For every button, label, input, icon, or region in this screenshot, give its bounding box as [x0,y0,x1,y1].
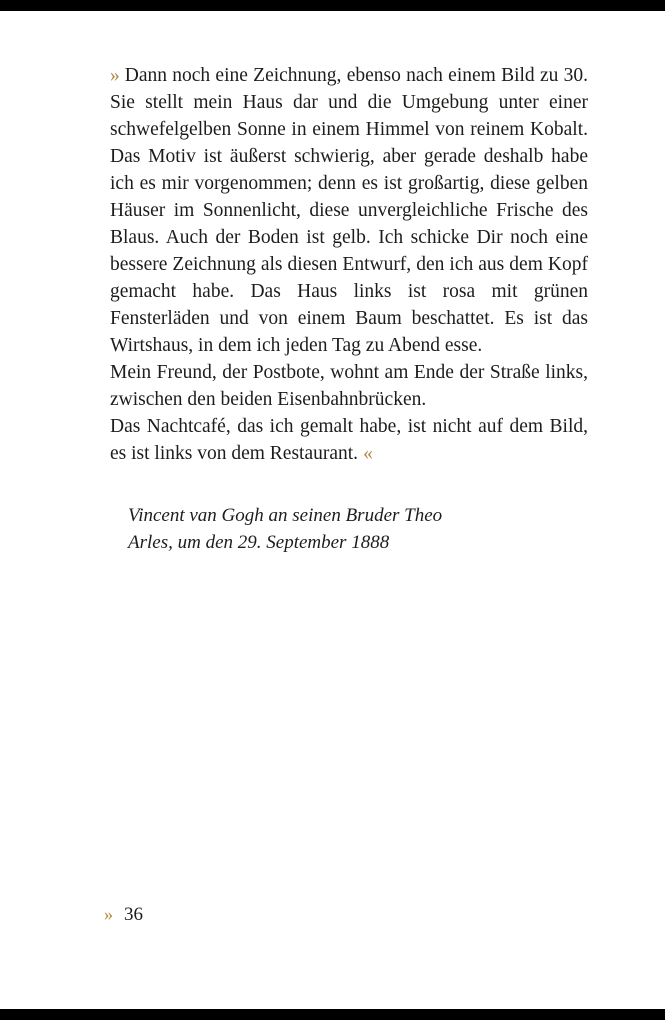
attribution-author-line: Vincent van Gogh an seinen Bruder Theo [128,505,443,526]
page-footer [104,902,143,927]
quote-text-block [110,62,588,467]
bottom-edge-bar [0,1009,665,1020]
quote-paragraph-2: Mein Freund, der Postbote, wohnt am Ende der Straße links, zwischen den beiden Eisenbahnbrücken. [110,362,588,410]
quote-paragraph-1 [110,62,588,359]
closing-guillemet-mark: « [363,443,373,464]
attribution [128,502,442,556]
quote-paragraph-1-text: Dann noch eine Zeichnung, ebenso nach einem Bild zu 30. Sie stellt mein Haus dar und die Umgebung unter einer schwefelgelben Sonne in einem Himmel von reinem Kobalt. Das Motiv ist äußerst schwierig, aber gerade deshalb habe ich es mir vorgenommen; denn es ist großartig, diese gelben Häuser im Sonnenlicht, diese unvergleichliche Frische des Blaus. Auch der Boden ist gelb. Ich schicke Dir noch eine bessere Zeichnung als diesen Entwurf, den ich aus dem Kopf gemacht habe. Das Haus links ist rosa mit grünen Fensterläden und von einem Baum beschattet. Es ist das Wirtshaus, in dem ich jeden Tag zu Abend esse. [110,65,588,356]
quote-paragraph-3 [110,413,588,467]
top-edge-bar [0,0,665,11]
footer-guillemet-mark: » [104,904,113,924]
quote-paragraph-3-text: Das Nachtcafé, das ich gemalt habe, ist nicht auf dem Bild, es ist links von dem Restaurant. [110,416,588,464]
attribution-date-line: Arles, um den 29. September 1888 [128,532,390,553]
opening-guillemet-mark: » [110,65,120,86]
page-number: 36 [124,904,143,925]
